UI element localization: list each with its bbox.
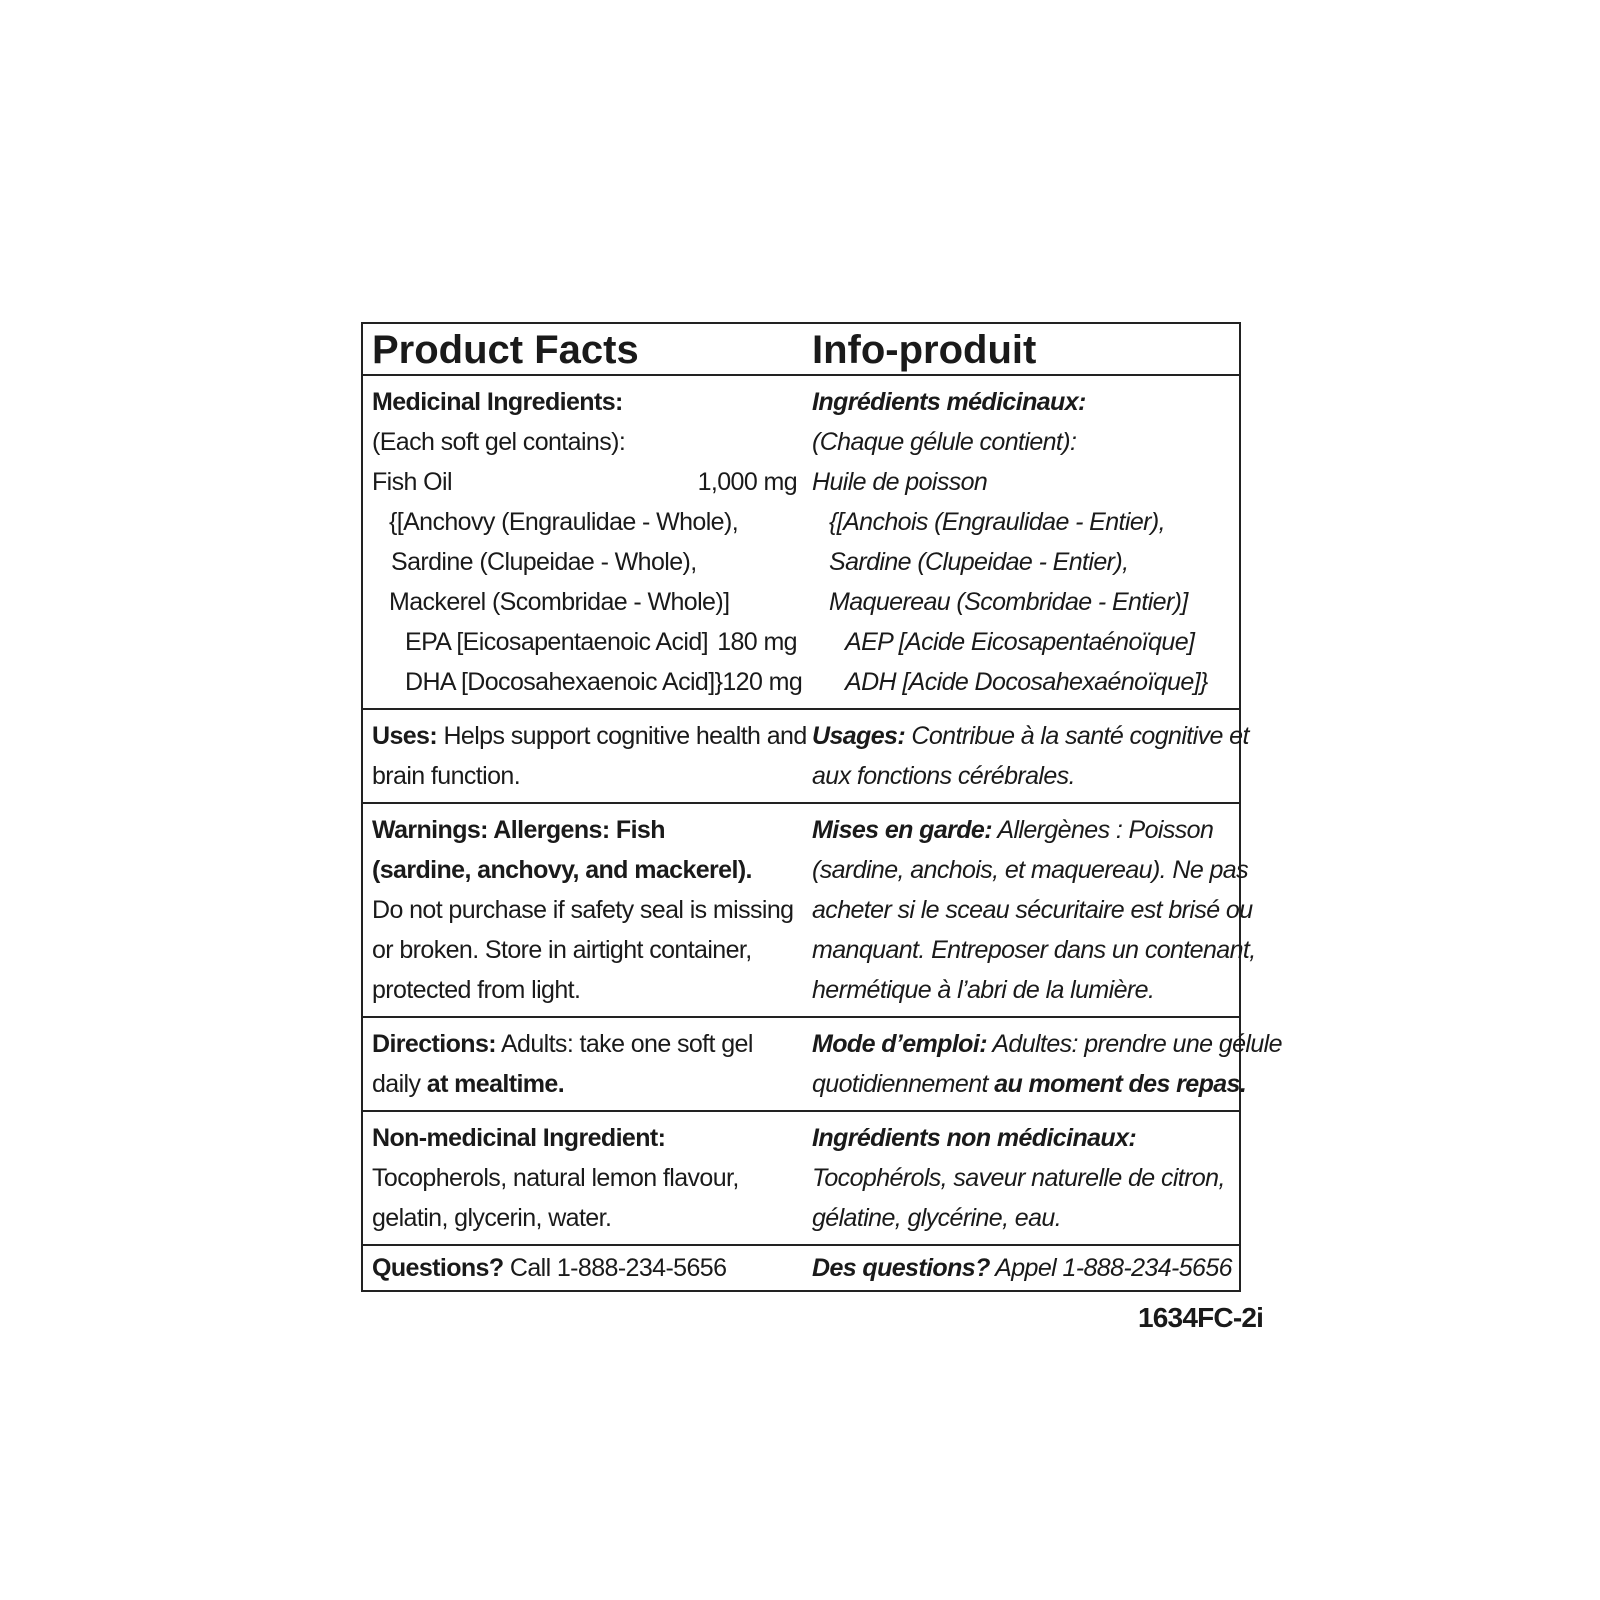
- medicinal-heading-fr: Ingrédients médicinaux:: [812, 388, 1086, 416]
- directions-label: Directions:: [372, 1030, 496, 1058]
- fish-oil-amount: 1,000 mg: [697, 468, 797, 496]
- directions-en-cell: [363, 1024, 803, 1104]
- product-facts-panel: [361, 322, 1282, 1292]
- directions-mealtime: at mealtime.: [426, 1070, 565, 1098]
- directions-label-fr: Mode d’emploi:: [812, 1030, 987, 1058]
- warnings-label: Warnings:: [372, 816, 488, 844]
- info-produit-title: Info-produit: [812, 328, 1037, 372]
- warnings-row: [363, 804, 1256, 1018]
- product-facts-title: Product Facts: [372, 328, 639, 372]
- non-medicinal-fr-cell: [803, 1118, 1239, 1238]
- medicinal-heading: Medicinal Ingredients:: [372, 388, 623, 416]
- warnings-line-1-fr: [812, 810, 1239, 850]
- non-medicinal-line-2-fr: gélatine, glycérine, eau.: [812, 1204, 1062, 1232]
- directions-fr-cell: [803, 1024, 1282, 1104]
- medicinal-per-fr: (Chaque gélule contient):: [812, 428, 1077, 456]
- directions-line-1-fr: [812, 1024, 1282, 1064]
- uses-label-fr: Usages:: [812, 722, 906, 750]
- source-line-3: Mackerel (Scombridae - Whole)]: [389, 588, 730, 616]
- fish-oil-label: Fish Oil: [372, 468, 452, 496]
- medicinal-en-cell: [363, 382, 803, 702]
- questions-fr-cell: [803, 1248, 1239, 1288]
- non-medicinal-en-cell: [363, 1118, 803, 1238]
- source-line-1-fr: {[Anchois (Engraulidae - Entier),: [829, 508, 1165, 536]
- questions-row: [363, 1246, 1239, 1290]
- questions-line: [372, 1248, 803, 1288]
- epa-line: [372, 622, 803, 662]
- directions-line-2: [372, 1064, 803, 1104]
- questions-en-cell: [363, 1248, 803, 1288]
- dha-amount: 120 mg: [722, 668, 803, 696]
- non-medicinal-heading: Non-medicinal Ingredient:: [372, 1124, 666, 1152]
- warnings-line-3: Do not purchase if safety seal is missing: [372, 896, 794, 924]
- non-medicinal-line-1-fr: Tocophérols, saveur naturelle de citron,: [812, 1164, 1225, 1192]
- directions-text-1: Adults: take one soft gel: [495, 1030, 753, 1058]
- uses-line-1-fr: [812, 716, 1249, 756]
- questions-phone-fr: Appel 1-888-234-5656: [989, 1254, 1232, 1282]
- source-line-1: {[Anchovy (Engraulidae - Whole),: [389, 508, 739, 536]
- warnings-allergens: Allergens: Fish: [487, 816, 665, 844]
- dha-label-fr: ADH [Acide Docosahexaénoïque]}: [845, 668, 1208, 696]
- title-row: [363, 324, 1239, 376]
- uses-fr-cell: [803, 716, 1249, 796]
- title-en-cell: [363, 324, 803, 374]
- warnings-line-2-fr: (sardine, anchois, et maquereau). Ne pas: [812, 856, 1248, 884]
- uses-row: [363, 710, 1249, 804]
- warnings-line-4-fr: manquant. Entreposer dans un contenant,: [812, 936, 1256, 964]
- medicinal-per: (Each soft gel contains):: [372, 428, 626, 456]
- warnings-label-fr: Mises en garde:: [812, 816, 992, 844]
- questions-line-fr: [812, 1248, 1239, 1288]
- warnings-line-1: [372, 810, 803, 850]
- source-line-2-fr: Sardine (Clupeidae - Entier),: [829, 548, 1129, 576]
- warnings-line-5-fr: hermétique à l’abri de la lumière.: [812, 976, 1155, 1004]
- warnings-en-cell: [363, 810, 803, 1010]
- directions-line-2-fr: [812, 1064, 1247, 1104]
- non-medicinal-line-1: Tocopherols, natural lemon flavour,: [372, 1164, 739, 1192]
- uses-label: Uses:: [372, 722, 438, 750]
- questions-label: Questions?: [372, 1254, 504, 1282]
- dha-line: [372, 662, 803, 702]
- directions-mealtime-fr: au moment des repas.: [994, 1070, 1247, 1098]
- source-line-3-fr: Maquereau (Scombridae - Entier)]: [829, 588, 1188, 616]
- directions-text-1-fr: Adultes: prendre une gélule: [986, 1030, 1282, 1058]
- warnings-line-3-fr: acheter si le sceau sécuritaire est brisé ou: [812, 896, 1253, 924]
- source-line-2: Sardine (Clupeidae - Whole),: [391, 548, 697, 576]
- directions-row: [363, 1018, 1282, 1112]
- fish-oil-line: [372, 462, 803, 502]
- directions-line-1: [372, 1024, 803, 1064]
- directions-text-2-fr: quotidiennement: [812, 1070, 995, 1098]
- directions-text-2: daily: [372, 1070, 427, 1098]
- epa-amount: 180 mg: [717, 628, 797, 656]
- non-medicinal-heading-fr: Ingrédients non médicinaux:: [812, 1124, 1137, 1152]
- questions-label-fr: Des questions?: [812, 1254, 990, 1282]
- medicinal-ingredients-row: [363, 376, 1239, 710]
- medicinal-fr-cell: [803, 382, 1239, 702]
- warnings-line-4: or broken. Store in airtight container,: [372, 936, 752, 964]
- uses-line-2: brain function.: [372, 762, 521, 790]
- product-code: 1634FC-2i: [1138, 1302, 1264, 1333]
- title-fr-cell: [803, 324, 1239, 374]
- warnings-text-1-fr: Allergènes : Poisson: [991, 816, 1214, 844]
- epa-label-fr: AEP [Acide Eicosapentaénoïque]: [845, 628, 1195, 656]
- uses-line-1: [372, 716, 807, 756]
- warnings-fr-cell: [803, 810, 1256, 1010]
- uses-text-1: Helps support cognitive health and: [437, 722, 807, 750]
- warnings-line-5: protected from light.: [372, 976, 581, 1004]
- dha-label: DHA [Docosahexaenoic Acid]}: [405, 668, 723, 696]
- uses-line-2-fr: aux fonctions cérébrales.: [812, 762, 1075, 790]
- non-medicinal-line-2: gelatin, glycerin, water.: [372, 1204, 612, 1232]
- non-medicinal-row: [363, 1112, 1239, 1246]
- fish-oil-label-fr: Huile de poisson: [812, 468, 988, 496]
- warnings-line-2: (sardine, anchovy, and mackerel).: [372, 856, 752, 884]
- questions-phone: Call 1-888-234-5656: [503, 1254, 727, 1282]
- uses-text-1-fr: Contribue à la santé cognitive et: [905, 722, 1249, 750]
- epa-label: EPA [Eicosapentaenoic Acid]: [405, 628, 708, 656]
- uses-en-cell: [363, 716, 807, 796]
